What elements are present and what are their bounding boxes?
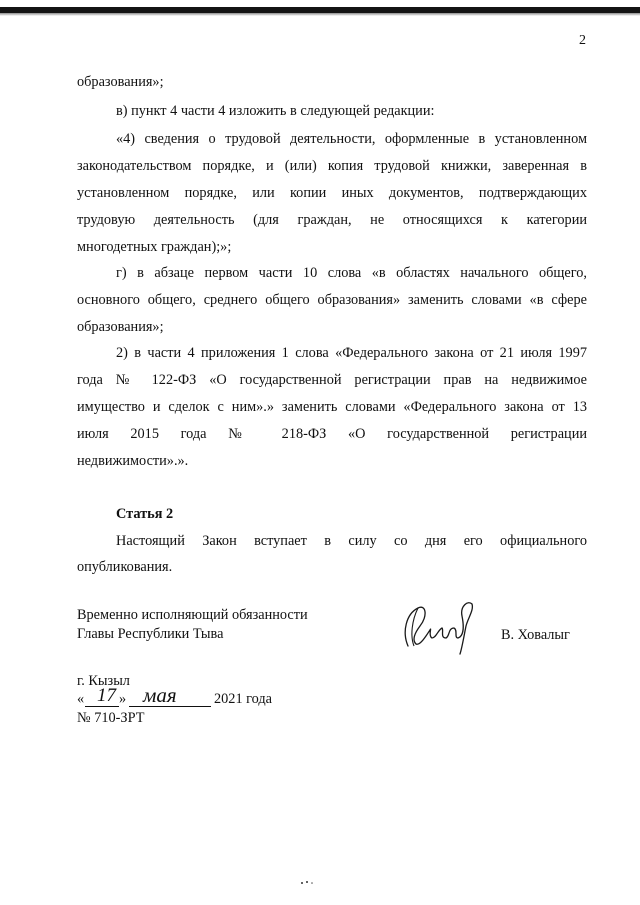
scan-top-shadow <box>0 13 640 16</box>
text-line: имущество и сделок с ним».» заменить словами «Федерального закона от 13 <box>77 399 587 415</box>
text-line: г) в абзаце первом части 10 слова «в областях начального общего, <box>116 265 587 281</box>
text-line: законодательством порядке, и (или) копия трудовой книжки, заверенная в <box>77 158 587 174</box>
date-underline <box>85 706 119 707</box>
law-number: № 710-ЗРТ <box>77 710 145 726</box>
text-line: в) пункт 4 части 4 изложить в следующей редакции: <box>116 103 435 119</box>
date-year: 2021 года <box>214 691 273 707</box>
text-line: года № 122-ФЗ «О государственной регистрации прав на недвижимое <box>77 372 587 388</box>
handwritten-signature-icon <box>398 596 480 656</box>
date-line <box>77 683 297 711</box>
date-month: мая <box>143 683 177 707</box>
position-line: Временно исполняющий обязанности <box>77 607 308 623</box>
text-line: «4) сведения о трудовой деятельности, оформленные в установленном <box>116 131 587 147</box>
text-line: недвижимости».». <box>77 453 189 469</box>
text-line: образования»; <box>77 74 164 90</box>
date-open-quote: « <box>77 691 85 707</box>
text-line: Настоящий Закон вступает в силу со дня его официального <box>116 533 587 549</box>
text-line: июля 2015 года № 218-ФЗ «О государственной регистрации <box>77 426 587 442</box>
date-close-quote: » <box>119 691 127 707</box>
signatory-name: В. Ховалыг <box>501 627 570 643</box>
text-line: опубликования. <box>77 559 173 575</box>
date-underline <box>129 706 211 707</box>
article-heading: Статья 2 <box>116 506 174 522</box>
date-day: 17 <box>97 685 116 706</box>
text-line: многодетных граждан);»; <box>77 239 232 255</box>
city: г. Кызыл <box>77 673 130 689</box>
text-line: трудовую деятельность (для граждан, не относящихся к категории <box>77 212 587 228</box>
scan-artifact-icon <box>300 880 314 886</box>
text-line: образования»; <box>77 319 164 335</box>
text-line: установленном порядке, или копии иных документов, подтверждающих <box>77 185 587 201</box>
text-line: 2) в части 4 приложения 1 слова «Федерального закона от 21 июля 1997 <box>116 345 587 361</box>
page-number: 2 <box>579 33 586 48</box>
position-line: Главы Республики Тыва <box>77 626 224 642</box>
text-line: основного общего, среднего общего образования» заменить словами «в сфере <box>77 292 587 308</box>
